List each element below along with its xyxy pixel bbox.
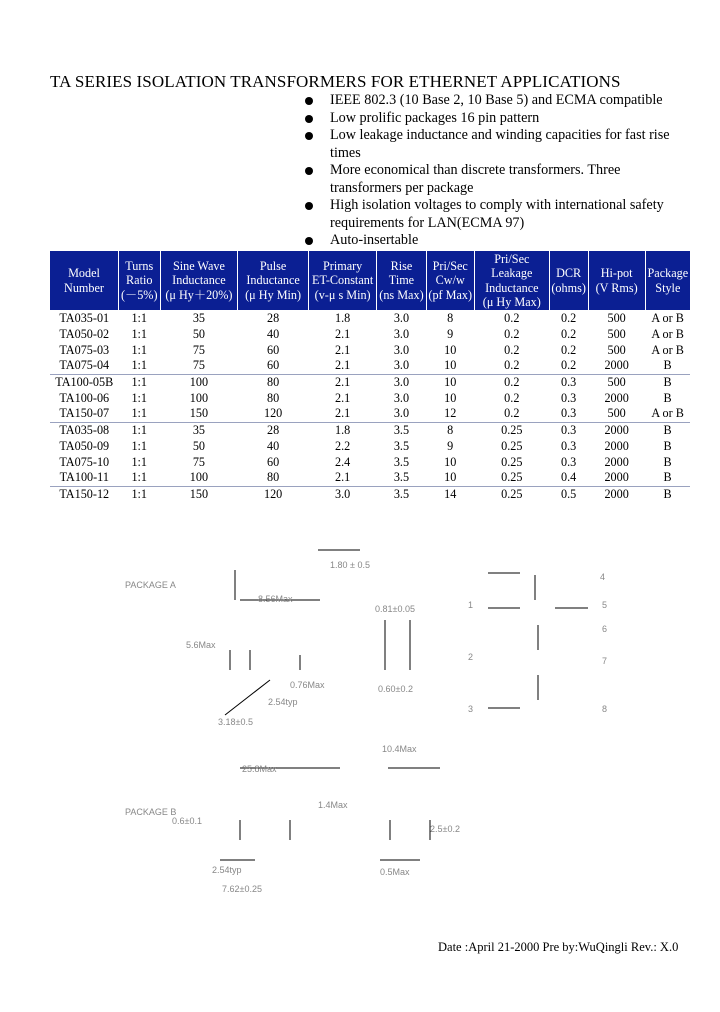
pin-label: 1 [468, 600, 474, 610]
table-cell: TA050-09 [59, 438, 110, 453]
table-cell: 28 [267, 310, 280, 325]
table-cell: 60 [267, 342, 280, 357]
package-b-label: PACKAGE B [125, 807, 177, 817]
table-cell: 10 [444, 374, 457, 389]
table-cell: A or B [651, 342, 684, 357]
table-cell: TA050-02 [59, 326, 110, 341]
package-a-label: PACKAGE A [125, 580, 176, 590]
dim-label: 25.8Max [242, 764, 277, 774]
table-cell: 2000 [604, 454, 629, 469]
table-cell: 1:1 [131, 438, 148, 453]
table-cell: 0.2 [561, 342, 577, 357]
table-cell: B [663, 422, 672, 437]
table-row [50, 422, 690, 438]
table-cell: 75 [192, 342, 205, 357]
table-cell: 150 [189, 486, 209, 501]
table-cell: 0.5 [561, 486, 577, 501]
table-cell: 10 [426, 358, 474, 374]
table-row [50, 326, 690, 342]
table-cell: 60 [267, 454, 280, 469]
table-cell: 1:1 [119, 470, 161, 486]
table-cell: 10 [444, 390, 457, 405]
table-row [50, 390, 690, 406]
table-cell: 2000 [604, 486, 629, 501]
table-cell: 0.2 [561, 326, 577, 341]
dim-label: 1.4Max [318, 800, 348, 810]
table-row [50, 342, 690, 358]
table-cell: 2.1 [335, 374, 351, 389]
dim-label: 5.6Max [186, 640, 216, 650]
table-cell: 8 [447, 422, 454, 437]
dim-label: 2.54typ [212, 865, 242, 875]
table-cell: 0.2 [549, 358, 588, 374]
table-cell: 2.1 [308, 358, 377, 374]
table-cell: 3.0 [377, 358, 426, 374]
table-cell: 0.2 [504, 390, 520, 405]
table-cell: 3.0 [377, 406, 426, 422]
table-cell: B [645, 358, 690, 374]
table-cell: 0.3 [561, 454, 577, 469]
table-cell: 3.0 [393, 326, 410, 341]
table-cell: 1.8 [335, 310, 351, 325]
table-cell: TA035-08 [59, 422, 110, 437]
package-dimension-drawing [110, 540, 630, 910]
table-row [50, 438, 690, 454]
table-cell: 28 [267, 422, 280, 437]
table-row [50, 310, 690, 326]
table-cell: 500 [607, 310, 626, 325]
dim-label: 3.18±0.5 [218, 717, 253, 727]
table-row [50, 358, 690, 374]
table-cell: 2000 [604, 422, 629, 437]
pin-label: 2 [468, 652, 474, 662]
header-sine-wave-inductance: Sine Wave Inductance (μ Hy＋20%) [160, 251, 238, 310]
table-cell: 0.2 [504, 374, 520, 389]
table-cell: 1:1 [131, 486, 148, 501]
header-hipot: Hi-pot (V Rms) [588, 251, 645, 310]
dim-label: 7.62±0.25 [222, 884, 262, 894]
table-cell: 60 [238, 358, 309, 374]
table-cell: 80 [238, 470, 309, 486]
table-cell: 8 [447, 310, 454, 325]
table-cell: 14 [444, 486, 457, 501]
table-cell: 100 [189, 374, 209, 389]
table-cell: 1:1 [119, 358, 161, 374]
table-cell: TA150-12 [59, 486, 110, 501]
spec-table [50, 251, 690, 502]
header-turns-ratio: Turns Ratio (－5%) [119, 251, 161, 310]
table-cell: 1:1 [131, 374, 148, 389]
table-cell: TA100-11 [50, 470, 119, 486]
table-cell: 9 [447, 326, 454, 341]
pin-label: 4 [600, 572, 606, 582]
table-cell: 1:1 [131, 326, 148, 341]
feature-item: Low prolific packages 16 pin pattern [302, 110, 692, 128]
table-cell: 2.1 [335, 326, 351, 341]
table-cell: 10 [426, 470, 474, 486]
table-cell: 1.8 [335, 422, 351, 437]
table-cell: 0.2 [474, 358, 549, 374]
table-cell: 0.3 [561, 390, 577, 405]
table-cell: 75 [160, 358, 238, 374]
feature-item: Low leakage inductance and winding capacities for fast rise times [302, 127, 692, 162]
table-cell: 0.2 [504, 326, 520, 341]
table-row [50, 486, 690, 502]
table-cell: 40 [267, 438, 280, 453]
table-cell: 1:1 [131, 310, 148, 325]
table-cell: 0.3 [561, 438, 577, 453]
table-cell: 0.2 [561, 310, 577, 325]
table-cell: 0.2 [504, 342, 520, 357]
table-cell: 10 [444, 454, 457, 469]
feature-list [302, 92, 692, 250]
table-cell: 2.1 [335, 342, 351, 357]
table-cell: TA100-06 [59, 390, 110, 405]
table-cell: 2000 [588, 358, 645, 374]
table-cell: 1:1 [131, 454, 148, 469]
table-cell: A or B [651, 310, 684, 325]
table-cell: 75 [192, 454, 205, 469]
table-cell: TA075-03 [59, 342, 110, 357]
table-cell: 500 [607, 326, 626, 341]
table-cell: TA075-10 [59, 454, 110, 469]
table-cell: 0.25 [501, 422, 523, 437]
table-cell: B [663, 454, 672, 469]
table-cell: 120 [263, 486, 283, 501]
table-cell: 0.25 [501, 438, 523, 453]
table-cell: B [663, 390, 672, 405]
feature-item: Auto-insertable [302, 232, 692, 250]
table-cell: B [663, 438, 672, 453]
table-cell: A or B [645, 406, 690, 422]
table-cell: TA100-05B [55, 374, 114, 389]
table-body [50, 310, 690, 502]
dim-label: 10.4Max [382, 744, 417, 754]
leader-line [225, 680, 270, 715]
table-cell: 3.5 [393, 454, 410, 469]
table-cell: 80 [267, 390, 280, 405]
table-cell: 2000 [604, 438, 629, 453]
table-cell: 50 [192, 438, 205, 453]
pin-label: 3 [468, 704, 474, 714]
table-cell: 0.4 [549, 470, 588, 486]
table-cell: 50 [192, 326, 205, 341]
dim-label: 0.60±0.2 [378, 684, 413, 694]
table-cell: 3.5 [393, 422, 410, 437]
table-cell: B [663, 374, 672, 389]
table-cell: 0.2 [474, 406, 549, 422]
table-cell: 3.5 [377, 470, 426, 486]
table-cell: TA150-07 [50, 406, 119, 422]
table-cell: 1:1 [131, 342, 148, 357]
table-cell: 0.2 [504, 310, 520, 325]
pin-label: 7 [602, 656, 608, 666]
table-cell: 12 [426, 406, 474, 422]
table-cell: 10 [444, 342, 457, 357]
table-row [50, 374, 690, 390]
table-header-row [50, 251, 690, 310]
table-cell: 35 [192, 310, 205, 325]
table-cell: A or B [651, 326, 684, 341]
dim-label: 0.81±0.05 [375, 604, 415, 614]
table-cell: 2000 [604, 390, 629, 405]
document-title: TA SERIES ISOLATION TRANSFORMERS FOR ETHERNET APPLICATIONS [50, 72, 621, 91]
table-cell: 120 [238, 406, 309, 422]
table-cell: 9 [447, 438, 454, 453]
dim-label: 0.5Max [380, 867, 410, 877]
header-model-number: Model Number [50, 251, 119, 310]
table-cell: 3.0 [335, 486, 351, 501]
table-cell: 1:1 [131, 390, 148, 405]
table-cell: 2.1 [308, 470, 377, 486]
table-cell: 3.5 [393, 486, 410, 501]
table-cell: 0.3 [561, 422, 577, 437]
header-cww: Pri/Sec Cw/w (pf Max) [426, 251, 474, 310]
table-cell: 500 [607, 374, 626, 389]
dim-label: 0.76Max [290, 680, 325, 690]
table-cell: 2000 [588, 470, 645, 486]
table-cell: 3.0 [393, 342, 410, 357]
table-row [50, 470, 690, 486]
table-cell: 2.4 [335, 454, 351, 469]
table-cell: 1:1 [131, 422, 148, 437]
table-cell: 100 [189, 390, 209, 405]
header-pulse-inductance: Pulse Inductance (μ Hy Min) [238, 251, 309, 310]
table-row [50, 454, 690, 470]
dim-label: 0.6±0.1 [172, 816, 202, 826]
table-row [50, 406, 690, 422]
header-et-constant: Primary ET-Constant (v-μ s Min) [308, 251, 377, 310]
dim-label: 8.56Max [258, 594, 293, 604]
feature-item: IEEE 802.3 (10 Base 2, 10 Base 5) and ECMA compatible [302, 92, 692, 110]
pin-label: 5 [602, 600, 608, 610]
table-cell: 2.1 [335, 390, 351, 405]
table-cell: 100 [160, 470, 238, 486]
table-cell: B [663, 486, 672, 501]
table-cell: TA035-01 [59, 310, 110, 325]
table-cell: 35 [192, 422, 205, 437]
table-cell: 1:1 [119, 406, 161, 422]
table-cell: 0.3 [549, 406, 588, 422]
table-cell: 0.25 [474, 470, 549, 486]
dim-label: 2.5±0.2 [430, 824, 460, 834]
dim-label: 1.80 ± 0.5 [330, 560, 370, 570]
table-cell: 2.2 [335, 438, 351, 453]
header-package-style: Package Style [645, 251, 690, 310]
table-cell: 3.5 [393, 438, 410, 453]
table-cell: 500 [588, 406, 645, 422]
header-dcr: DCR (ohms) [549, 251, 588, 310]
table-cell: TA075-04 [50, 358, 119, 374]
table-cell: 0.3 [561, 374, 577, 389]
pin-label: 6 [602, 624, 608, 634]
header-rise-time: Rise Time (ns Max) [377, 251, 426, 310]
table-cell: B [645, 470, 690, 486]
feature-item: More economical than discrete transformers. Three transformers per package [302, 162, 692, 197]
table-cell: 3.0 [393, 374, 410, 389]
table-cell: 150 [160, 406, 238, 422]
feature-item: High isolation voltages to comply with international safety requirements for LAN(ECMA 97) [302, 197, 692, 232]
header-leakage-inductance: Pri/Sec Leakage Inductance (μ Hy Max) [474, 251, 549, 310]
dim-label: 2.54typ [268, 697, 298, 707]
table-cell: 0.25 [501, 486, 523, 501]
table-cell: 3.0 [393, 390, 410, 405]
table-cell: 40 [267, 326, 280, 341]
table-cell: 80 [267, 374, 280, 389]
table-cell: 3.0 [393, 310, 410, 325]
table-cell: 0.25 [501, 454, 523, 469]
table-cell: 2.1 [308, 406, 377, 422]
footer-revision: Date :April 21-2000 Pre by:WuQingli Rev.: X.0 [438, 940, 679, 954]
table-cell: 500 [607, 342, 626, 357]
pin-label: 8 [602, 704, 608, 714]
